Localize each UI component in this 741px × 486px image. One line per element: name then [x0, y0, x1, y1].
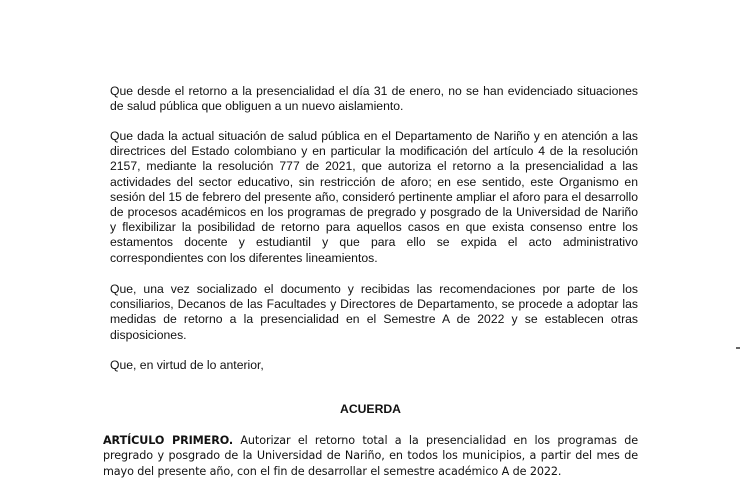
section-heading: ACUERDA	[340, 402, 401, 416]
paragraph-situacion-narino: Que dada la actual situación de salud pública en el Departamento de Nariño y en atención a las directrices del Estado colombiano y en particular la modificación del artículo 4 de la resolución 2157, mediante la resolución 777 de 2021, que autoriza el retorno a la presencialidad a las actividades del sector educativo, sin restricción de aforo; en ese sentido, este Organismo en sesión del 15 de febrero del presente año, consideró pertinente ampliar el aforo para el desarrollo de procesos académicos en los programas de pregrado y posgrado de la Universidad de Nariño y flexibilizar la posibilidad de retorno para aquellos casos en que exista consenso entre los estamentos docente y estudiantil y que para ello se expida el acto administrativo correspondientes con los diferentes lineamientos.	[110, 129, 638, 265]
article-primero	[103, 433, 638, 479]
article-text: Autorizar el retorno total a la presencialidad en los programas de pregrado y posgrado de la Universidad de Nariño, en todos los municipios, a partir del mes de mayo del presente año, con el fin de desarrollar el semestre académico A de 2022.	[103, 434, 638, 478]
paragraph-virtud: Que, en virtud de lo anterior,	[110, 358, 264, 372]
paragraph-salud-publica: Que desde el retorno a la presencialidad el día 31 de enero, no se han evidenciado situaciones de salud pública que obliguen a un nuevo aislamiento.	[110, 84, 638, 114]
paragraph-socializado: Que, una vez socializado el documento y recibidas las recomendaciones por parte de los consiliarios, Decanos de las Facultades y Directores de Departamento, se procede a adoptar las medidas de retorno a la presencialidad en el Semestre A de 2022 y se establecen otras disposiciones.	[110, 282, 638, 342]
article-label: ARTÍCULO PRIMERO.	[103, 434, 234, 447]
page-edge-mark	[736, 347, 740, 349]
